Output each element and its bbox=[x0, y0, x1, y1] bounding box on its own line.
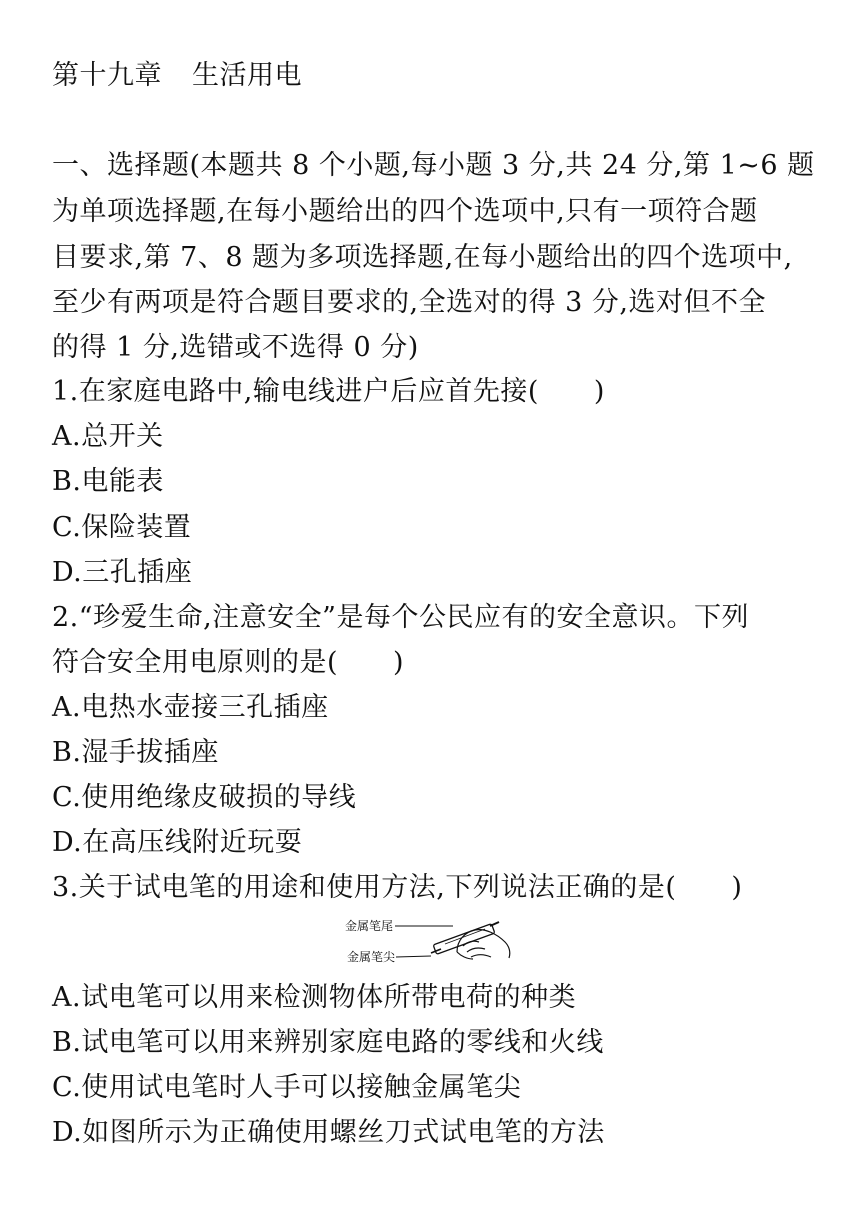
test-pen-diagram bbox=[345, 912, 515, 970]
instruction-line: 一、选择题(本题共 8 个小题,每小题 3 分,共 24 分,第 1~6 题 bbox=[52, 150, 815, 181]
instruction-line: 的得 1 分,选错或不选得 0 分) bbox=[52, 332, 419, 363]
question-stem: 3.关于试电笔的用途和使用方法,下列说法正确的是( ) bbox=[52, 872, 743, 903]
test-pen-figure bbox=[345, 912, 515, 970]
instruction-line: 目要求,第 7、8 题为多项选择题,在每小题给出的四个选项中, bbox=[52, 242, 793, 273]
instruction-line: 为单项选择题,在每小题给出的四个选项中,只有一项符合题 bbox=[52, 196, 758, 227]
chapter-heading bbox=[52, 58, 302, 94]
chapter-number: 第十九章 bbox=[52, 60, 162, 91]
option-b: B.湿手拔插座 bbox=[52, 737, 219, 768]
option-d: D.三孔插座 bbox=[52, 557, 193, 588]
test-pen-icon bbox=[431, 922, 499, 954]
option-a: A.电热水壶接三孔插座 bbox=[52, 692, 329, 723]
option-c: C.使用试电笔时人手可以接触金属笔尖 bbox=[52, 1072, 522, 1103]
question-stem: 2.“珍爱生命,注意安全”是每个公民应有的安全意识。下列 bbox=[52, 602, 749, 633]
option-c: C.保险装置 bbox=[52, 512, 192, 543]
question-stem: 符合安全用电原则的是( ) bbox=[52, 647, 405, 678]
option-a: A.总开关 bbox=[52, 421, 164, 452]
chapter-title: 生活用电 bbox=[192, 60, 302, 91]
option-d: D.如图所示为正确使用螺丝刀式试电笔的方法 bbox=[52, 1117, 605, 1148]
option-d: D.在高压线附近玩耍 bbox=[52, 827, 303, 858]
question-stem: 1.在家庭电路中,输电线进户后应首先接( ) bbox=[52, 376, 605, 407]
tail-label: 金属笔尾 bbox=[345, 919, 394, 933]
option-b: B.试电笔可以用来辨别家庭电路的零线和火线 bbox=[52, 1027, 604, 1058]
option-c: C.使用绝缘皮破损的导线 bbox=[52, 782, 357, 813]
option-a: A.试电笔可以用来检测物体所带电荷的种类 bbox=[52, 982, 577, 1013]
option-b: B.电能表 bbox=[52, 466, 164, 497]
tip-label: 金属笔尖 bbox=[347, 950, 396, 964]
tip-leader-line bbox=[396, 956, 431, 957]
instruction-line: 至少有两项是符合题目要求的,全选对的得 3 分,选对但不全 bbox=[52, 287, 767, 318]
